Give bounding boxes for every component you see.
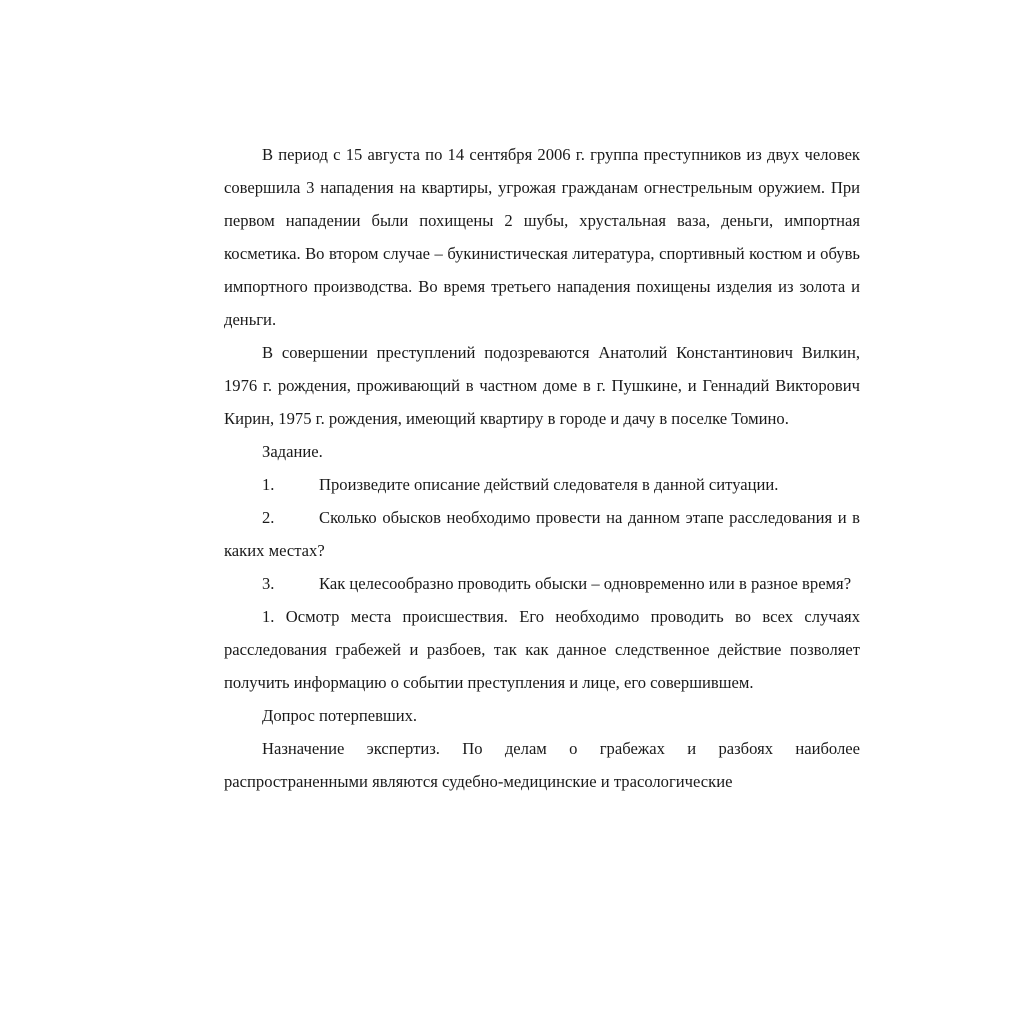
paragraph-case-description: В период с 15 августа по 14 сентября 2006 г. группа преступников из двух человек совершила 3 нападения на квартиры, угрожая гражданам огнестрельным оружием. При первом нападении были похищены 2 шубы, хрустальная ваза, деньги, импортная косметика. Во втором случае – букинистическая литература, спортивный костюм и обувь импортного производства. Во время третьего нападения похищены изделия из золота и деньги. [224,145,860,329]
task-item-3 [224,567,860,600]
paragraph-expertise: Назначение экспертиз. По делам о грабежах и разбоях наиболее распространенными являются судебно-медицинские и трасологические [224,739,860,791]
task-text: Сколько обысков необходимо провести на данном этапе расследования и в каких местах? [224,508,860,560]
task-number: 3. [262,574,275,593]
task-text: Как целесообразно проводить обыски – одновременно или в разное время? [319,574,852,593]
task-number: 1. [262,475,275,494]
document-text [224,138,860,798]
task-number: 2. [262,508,275,527]
paragraph-victim-interrogation: Допрос потерпевших. [262,706,418,725]
task-item-2 [224,501,860,567]
task-item-1 [224,468,860,501]
task-text: Произведите описание действий следователя в данной ситуации. [319,475,779,494]
task-heading: Задание. [262,442,323,461]
paragraph-suspects: В совершении преступлений подозреваются Анатолий Константинович Вилкин, 1976 г. рождения, проживающий в частном доме в г. Пушкине, и Геннадий Викторович Кирин, 1975 г. рождения, имеющий квартиру в городе и дачу в поселке Томино. [224,343,860,428]
paragraph-scene-inspection: 1. Осмотр места происшествия. Его необходимо проводить во всех случаях расследования грабежей и разбоев, так как данное следственное действие позволяет получить информацию о событии преступления и лице, его совершившем. [224,607,860,692]
